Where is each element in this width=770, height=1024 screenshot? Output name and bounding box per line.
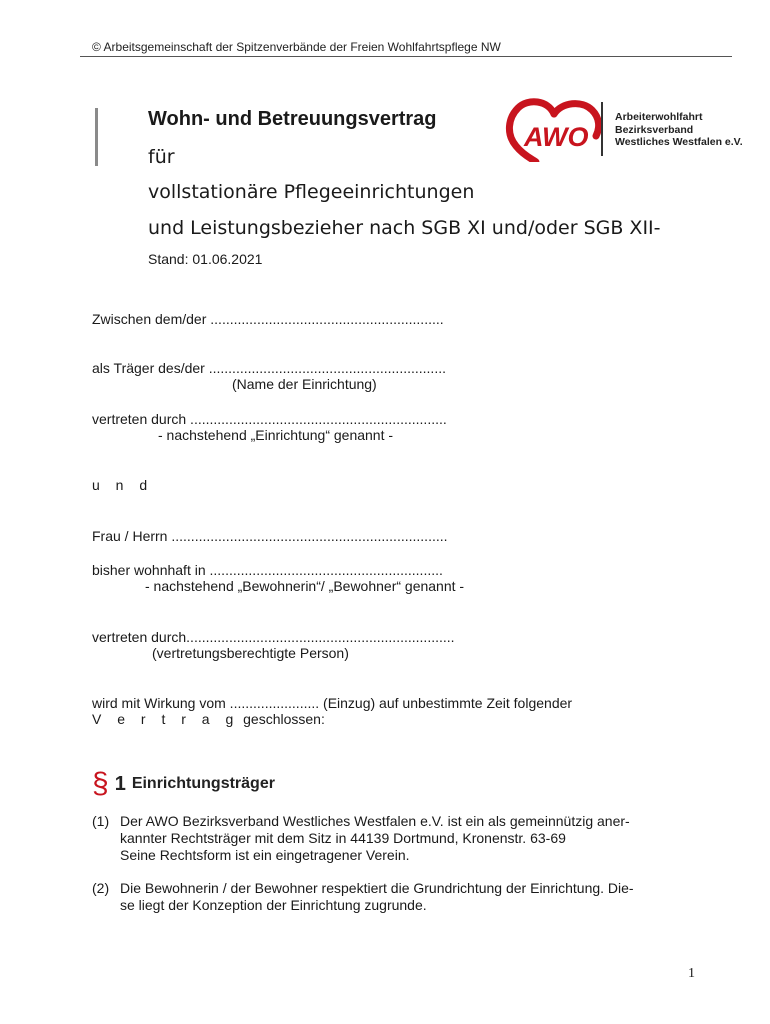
vertrag-spaced: V e r t r a g (92, 711, 240, 727)
awo-heart-icon (502, 98, 612, 162)
para-2-number: (2) (92, 880, 110, 896)
vertrag-geschlossen-line (92, 711, 325, 727)
awo-brand-text: AWO (524, 122, 589, 152)
awo-org-line-3: Westliches Westfalen e.V. (615, 136, 743, 148)
wirkung-line: wird mit Wirkung vom ....................... (Einzug) auf unbestimmte Zeit folgender (92, 695, 573, 711)
header-divider (80, 56, 732, 57)
header-copyright-text: © Arbeitsgemeinschaft der Spitzenverbände der Freien Wohlfahrtspflege NW (92, 40, 501, 54)
vertreten-line: vertreten durch .................................................................. (92, 411, 447, 427)
title-line-leistungsbezieher: und Leistungsbezieher nach SGB XI und/oder SGB XII- (148, 217, 661, 239)
title-line-pflegeeinrichtungen: vollstationäre Pflegeeinrichtungen (148, 181, 475, 203)
vertreten-durch-line: vertreten durch..................................................................... (92, 629, 455, 645)
para-1-line-2: kannter Rechtsträger mit dem Sitz in 44139 Dortmund, Kronenstr. 63-69 (120, 830, 566, 846)
paragraph-sign: § (92, 767, 109, 800)
section-1-heading (92, 767, 275, 801)
awo-org-line-1: Arbeiterwohlfahrt (615, 111, 703, 123)
zwischen-line: Zwischen dem/der ............................................................ (92, 311, 444, 327)
traeger-line: als Träger des/der ............................................................. (92, 360, 446, 376)
title-accent-bar (95, 108, 98, 166)
frau-herrn-line: Frau / Herrn ....................................................................... (92, 528, 448, 544)
geschlossen-text: geschlossen: (243, 711, 325, 727)
document-title: Wohn- und Betreuungsvertrag (148, 108, 437, 130)
logo-divider (601, 102, 603, 156)
document-date: Stand: 01.06.2021 (148, 251, 263, 267)
para-2-line-1: Die Bewohnerin / der Bewohner respektiert die Grundrichtung der Einrichtung. Die- (120, 880, 634, 896)
bisher-wohnhaft-line: bisher wohnhaft in ............................................................ (92, 562, 443, 578)
page-number: 1 (688, 966, 695, 981)
awo-org-name (615, 111, 743, 149)
section-title: Einrichtungsträger (131, 775, 275, 792)
name-einrichtung-caption: (Name der Einrichtung) (232, 376, 377, 392)
para-1-number: (1) (92, 813, 110, 829)
bewohner-genannt-caption: - nachstehend „Bewohnerin“/ „Bewohner“ genannt - (145, 578, 465, 594)
para-1-line-3: Seine Rechtsform ist ein eingetragener Verein. (120, 847, 410, 863)
vertretungsberechtigte-caption: (vertretungsberechtigte Person) (152, 645, 349, 661)
para-2-line-2: se liegt der Konzeption der Einrichtung zugrunde. (120, 897, 427, 913)
und-separator: u n d (92, 477, 154, 493)
title-line-fuer: für (148, 146, 175, 168)
section-number: 1 (114, 772, 126, 795)
para-1-line-1: Der AWO Bezirksverband Westliches Westfalen e.V. ist ein als gemeinnützig aner- (120, 813, 630, 829)
einrichtung-genannt-caption: - nachstehend „Einrichtung“ genannt - (158, 427, 394, 443)
awo-org-line-2: Bezirksverband (615, 123, 694, 136)
